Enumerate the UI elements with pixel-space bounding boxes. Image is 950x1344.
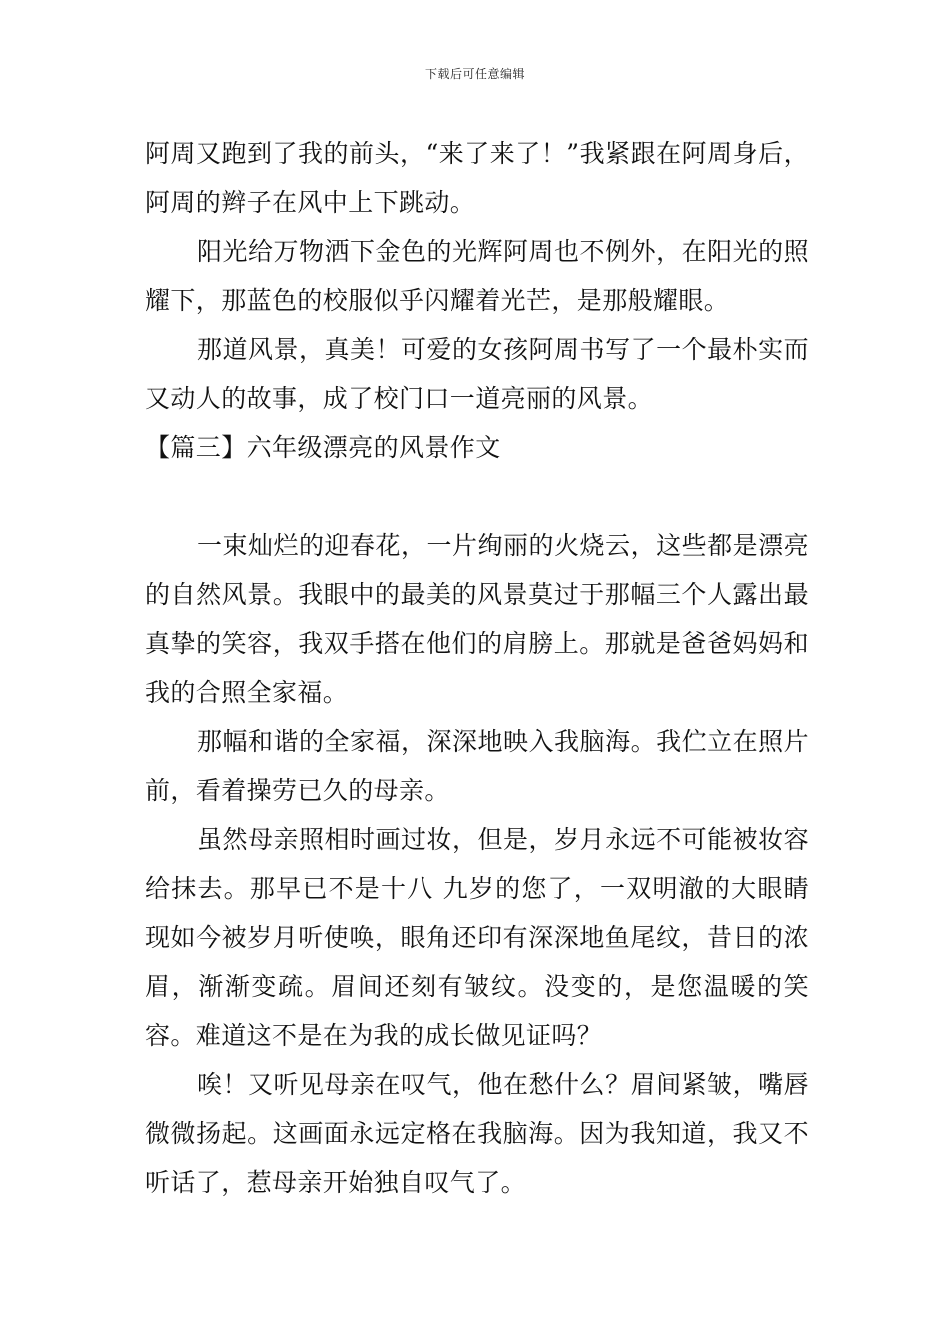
page-header: 下载后可任意编辑 — [424, 67, 525, 81]
section-heading: 【篇三】六年级漂亮的风景作文 — [145, 433, 501, 462]
paragraph: 阳光给万物洒下金色的光辉阿周也不例外，在阳光的照耀下，那蓝色的校服似乎闪耀着光芒，是那般耀眼。 — [145, 237, 809, 315]
paragraph: 那幅和谐的全家福，深深地映入我脑海。我伫立在照片前，看着操劳已久的母亲。 — [145, 727, 809, 805]
paragraph: 那道风景，真美！可爱的女孩阿周书写了一个最朴实而又动人的故事，成了校门口一道亮丽的风景。 — [145, 335, 809, 413]
paragraph: 阿周又跑到了我的前头，“来了来了！”我紧跟在阿周身后，阿周的辫子在风中上下跳动。 — [145, 139, 809, 217]
document-body — [145, 129, 809, 1207]
paragraph: 虽然母亲照相时画过妆，但是，岁月永远不可能被妆容给抹去。那早已不是十八 九岁的您了，一双明澈的大眼睛现如今被岁月听使唤，眼角还印有深深地鱼尾纹，昔日的浓眉，渐渐变疏。眉间还刻有皱纹。没变的，是您温暖的笑容。难道这不是在为我的成长做见证吗？ — [145, 825, 809, 1050]
paragraph: 一束灿烂的迎春花，一片绚丽的火烧云，这些都是漂亮的自然风景。我眼中的最美的风景莫过于那幅三个人露出最真挚的笑容，我双手搭在他们的肩膀上。那就是爸爸妈妈和我的合照全家福。 — [145, 531, 809, 707]
paragraph: 唉！又听见母亲在叹气，他在愁什么？眉间紧皱，嘴唇微微扬起。这画面永远定格在我脑海。因为我知道，我又不听话了，惹母亲开始独自叹气了。 — [145, 1070, 809, 1197]
